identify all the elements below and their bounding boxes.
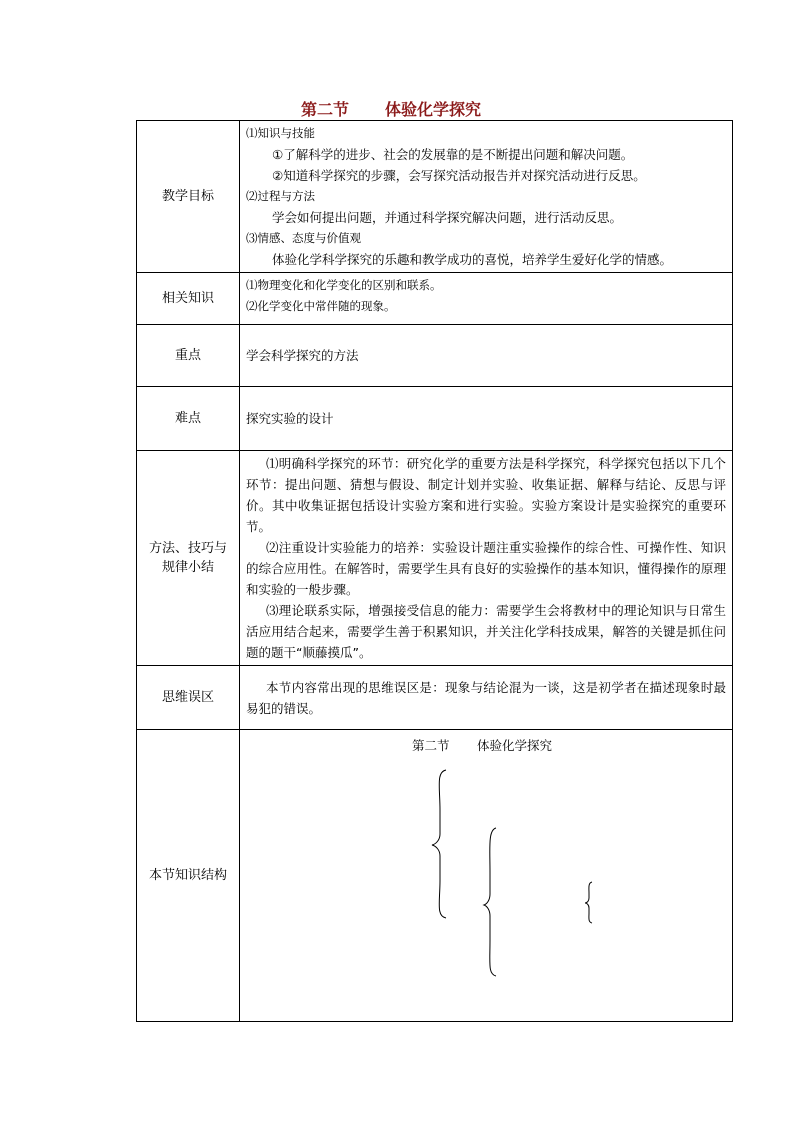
row-related-knowledge xyxy=(137,273,733,325)
misconceptions-text: 本节内容常出现的思维误区是：现象与结论混为一谈，这是初学者在描述现象时最易犯的错误。 xyxy=(246,679,726,716)
goals-heading-2: ⑵过程与方法 xyxy=(246,189,315,203)
goals-line-2: ②知道科学探究的步骤，会写探究活动报告并对探究活动进行反思。 xyxy=(272,168,646,183)
goals-line-3: 学会如何提出问题，并通过科学探究解决问题，进行活动反思。 xyxy=(272,210,623,225)
structure-title-section: 第二节 xyxy=(412,738,450,753)
goals-heading-1: ⑴知识与技能 xyxy=(246,126,315,140)
title-name: 体验化学探究 xyxy=(385,100,482,119)
goals-heading-3: ⑶情感、态度与价值观 xyxy=(246,231,361,245)
brace-large xyxy=(432,770,446,918)
row-knowledge-structure xyxy=(137,730,733,1022)
methods-paragraph-2: ⑵注重设计实验能力的培养：实验设计题注重实验操作的综合性、可操作性、知识的综合应用性。在解答时，需要学生具有良好的实验操作的基本知识，懂得操作的原理和实验的一般步骤。 xyxy=(246,540,726,597)
brace-medium xyxy=(484,828,496,976)
row-teaching-goals xyxy=(137,121,733,273)
title-section: 第二节 xyxy=(301,100,350,119)
structure-title-name: 体验化学探究 xyxy=(477,738,553,753)
label-difficult-point: 难点 xyxy=(137,387,240,451)
content-related-knowledge xyxy=(240,273,733,325)
methods-paragraph-3: ⑶理论联系实际，增强接受信息的能力：需要学生会将教材中的理论知识与日常生活应用结合起来，需要学生善于积累知识，并关注化学科技成果，解答的关键是抓住问题的题干“顺藤摸瓜”。 xyxy=(246,603,726,660)
content-difficult-point: 探究实验的设计 xyxy=(240,387,733,451)
content-misconceptions xyxy=(240,666,733,730)
page-title xyxy=(0,97,794,121)
row-difficult-point xyxy=(137,387,733,451)
content-teaching-goals xyxy=(240,121,733,273)
label-misconceptions: 思维误区 xyxy=(137,666,240,730)
label-knowledge-structure: 本节知识结构 xyxy=(137,730,240,1022)
label-teaching-goals: 教学目标 xyxy=(137,121,240,273)
label-key-point: 重点 xyxy=(137,325,240,387)
goals-line-1: ①了解科学的进步、社会的发展靠的是不断提出问题和解决问题。 xyxy=(272,147,634,162)
label-related-knowledge: 相关知识 xyxy=(137,273,240,325)
brace-small xyxy=(585,882,592,923)
content-knowledge-structure xyxy=(240,730,733,1022)
label-methods-line-2: 规律小结 xyxy=(161,560,214,575)
methods-paragraph-1: ⑴明确科学探究的环节：研究化学的重要方法是科学探究，科学探究包括以下几个环节：提出问题、猜想与假设、制定计划并实验、收集证据、解释与结论、反思与评价。其中收集证据包括设计实验方案和进行实验。实验方案设计是实验探究的重要环节。 xyxy=(246,456,726,534)
content-methods-summary xyxy=(240,451,733,666)
structure-braces xyxy=(240,730,733,1020)
row-methods-summary xyxy=(137,451,733,666)
content-key-point: 学会科学探究的方法 xyxy=(240,325,733,387)
label-methods-line-1: 方法、技巧与 xyxy=(148,541,227,556)
lesson-plan-table xyxy=(136,120,733,1022)
label-methods-summary xyxy=(137,451,240,666)
related-line-2: ⑵化学变化中常伴随的现象。 xyxy=(246,299,396,313)
goals-line-4: 体验化学科学探究的乐趣和教学成功的喜悦，培养学生爱好化学的情感。 xyxy=(272,252,673,267)
row-misconceptions xyxy=(137,666,733,730)
related-line-1: ⑴物理变化和化学变化的区别和联系。 xyxy=(246,278,442,292)
row-key-point xyxy=(137,325,733,387)
